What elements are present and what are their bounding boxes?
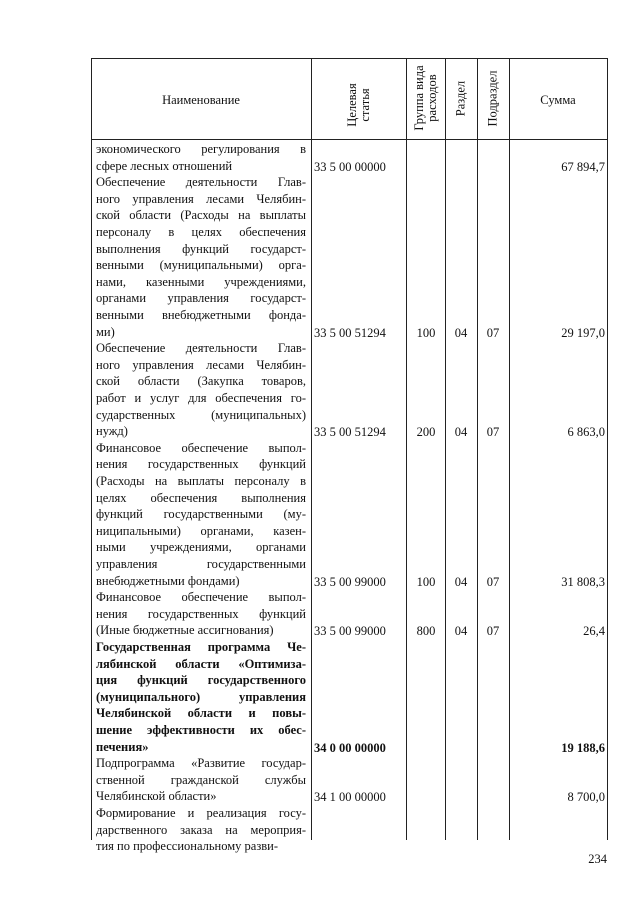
table-border-right [607,58,608,840]
row-name-line: персоналу в целях обеспечения [96,224,306,239]
row-name-line: венными внебюджетными фонда- [96,307,306,322]
header-target-line1: Целевая [345,83,359,127]
row-sum: 19 188,6 [561,740,605,755]
row-name-line: лябинской области «Оптимиза- [96,656,306,671]
row-name-line: шение эффективности их обес- [96,722,306,737]
row-expense-group: 100 [416,325,436,340]
row-name-line: ниципальными) органами, казен- [96,523,306,538]
row-subsection: 07 [486,574,500,589]
row-sum: 26,4 [583,624,605,639]
row-name-line: ция функций государственного [96,673,306,688]
row-name-line: ской области (Расходы на выплаты [96,208,306,223]
row-name-line: сударственных (муниципальных) [96,407,306,422]
column-divider-section [477,58,478,840]
row-name-line: сфере лесных отношений [96,158,233,173]
header-subsection-label: Подраздел [485,70,500,127]
header-target-line2: статья [358,88,372,122]
header-section-label: Раздел [453,80,468,117]
row-expense-group: 200 [416,425,436,440]
header-name: Наименование [162,93,240,107]
row-subsection: 07 [486,624,500,639]
row-name-line: Обеспечение деятельности Глав- [96,175,306,190]
row-name-line: управления государственными [96,556,306,571]
row-name [96,589,306,639]
row-name-line: внебюджетными фондами) [96,573,240,588]
row-name-line: Челябинской области и повы- [96,706,306,721]
row-name-line: (Расходы на выплаты персоналу в [96,473,306,488]
row-target-article: 34 1 00 00000 [314,790,386,805]
row-name-line: Челябинской области» [96,789,217,804]
row-name-line: работ и услуг для обеспечения го- [96,390,306,405]
table-border-top [91,58,608,59]
row-target-article: 34 0 00 00000 [314,740,386,755]
row-name [96,440,306,589]
row-target-article: 33 5 00 00000 [314,159,386,174]
row-section: 04 [454,574,468,589]
row-name [96,755,306,805]
row-name [96,174,306,340]
row-name-line: функций государственными (му- [96,507,306,522]
row-name-line: ного управления лесами Челябин- [96,357,306,372]
row-name [96,340,306,440]
row-sum: 8 700,0 [567,790,605,805]
row-name-line: Формирование и реализация госу- [96,806,306,820]
row-name-line: органами управления государст- [96,291,306,306]
header-section [455,69,468,129]
row-name-line: Финансовое обеспечение выпол- [96,440,306,455]
row-name-line: целях обеспечения выполнения [96,490,306,505]
row-name-line: ными учреждениями, органами [96,540,306,555]
table-border-left [91,58,92,840]
row-name-line: ственной гражданской службы [96,772,306,787]
header-group-line2: расходов [425,74,439,122]
row-name-line: Государственная программа Че- [96,640,306,654]
row-section: 04 [454,325,468,340]
row-section: 04 [454,624,468,639]
header-group-line1: Группа вида [412,65,426,131]
row-sum: 67 894,7 [561,159,605,174]
row-sum: 31 808,3 [561,574,605,589]
row-name-line: Финансовое обеспечение выпол- [96,590,306,605]
row-name-line: экономического регулирования в [96,142,306,156]
row-subsection: 07 [486,325,500,340]
row-subsection: 07 [486,425,500,440]
row-name-line: ской области (Закупка товаров, [96,374,306,389]
row-name [96,141,306,174]
row-name-line: ного управления лесами Челябин- [96,191,306,206]
row-name-line: нения государственных функций [96,606,306,621]
row-name-line: Обеспечение деятельности Глав- [96,341,306,356]
row-sum: 6 863,0 [567,425,605,440]
header-subsection [487,64,500,134]
row-name-line: тия по профессиональному разви- [96,839,279,854]
header-sum: Сумма [540,93,576,107]
row-name-line: печения» [96,739,149,754]
row-name-line: нами, казенными учреждениями, [96,274,306,289]
column-divider-name [311,58,312,840]
row-name-line: нужд) [96,424,128,439]
row-sum: 29 197,0 [561,325,605,340]
row-name-line: дарственного заказа на мероприя- [96,822,306,837]
row-name-line: нения государственных функций [96,457,306,472]
header-target-article [346,65,372,145]
row-target-article: 33 5 00 99000 [314,624,386,639]
row-name-line: выполнения функций государст- [96,241,306,256]
row-name-line: Подпрограмма «Развитие государ- [96,756,306,771]
page-number: 234 [588,852,607,866]
row-name-line: (Иные бюджетные ассигнования) [96,623,274,638]
row-name-line: венными (муниципальными) орга- [96,258,306,273]
row-target-article: 33 5 00 51294 [314,425,386,440]
row-name-line: ми) [96,324,115,339]
column-divider-group [445,58,446,840]
row-section: 04 [454,425,468,440]
row-name-line: (муниципального) управления [96,689,306,704]
row-target-article: 33 5 00 51294 [314,325,386,340]
column-divider-subsection [509,58,510,840]
row-name [96,639,306,755]
header-expense-group [413,58,439,138]
row-expense-group: 100 [416,574,436,589]
row-name [96,805,306,855]
row-target-article: 33 5 00 99000 [314,574,386,589]
column-divider-code [406,58,407,840]
row-expense-group: 800 [416,624,436,639]
